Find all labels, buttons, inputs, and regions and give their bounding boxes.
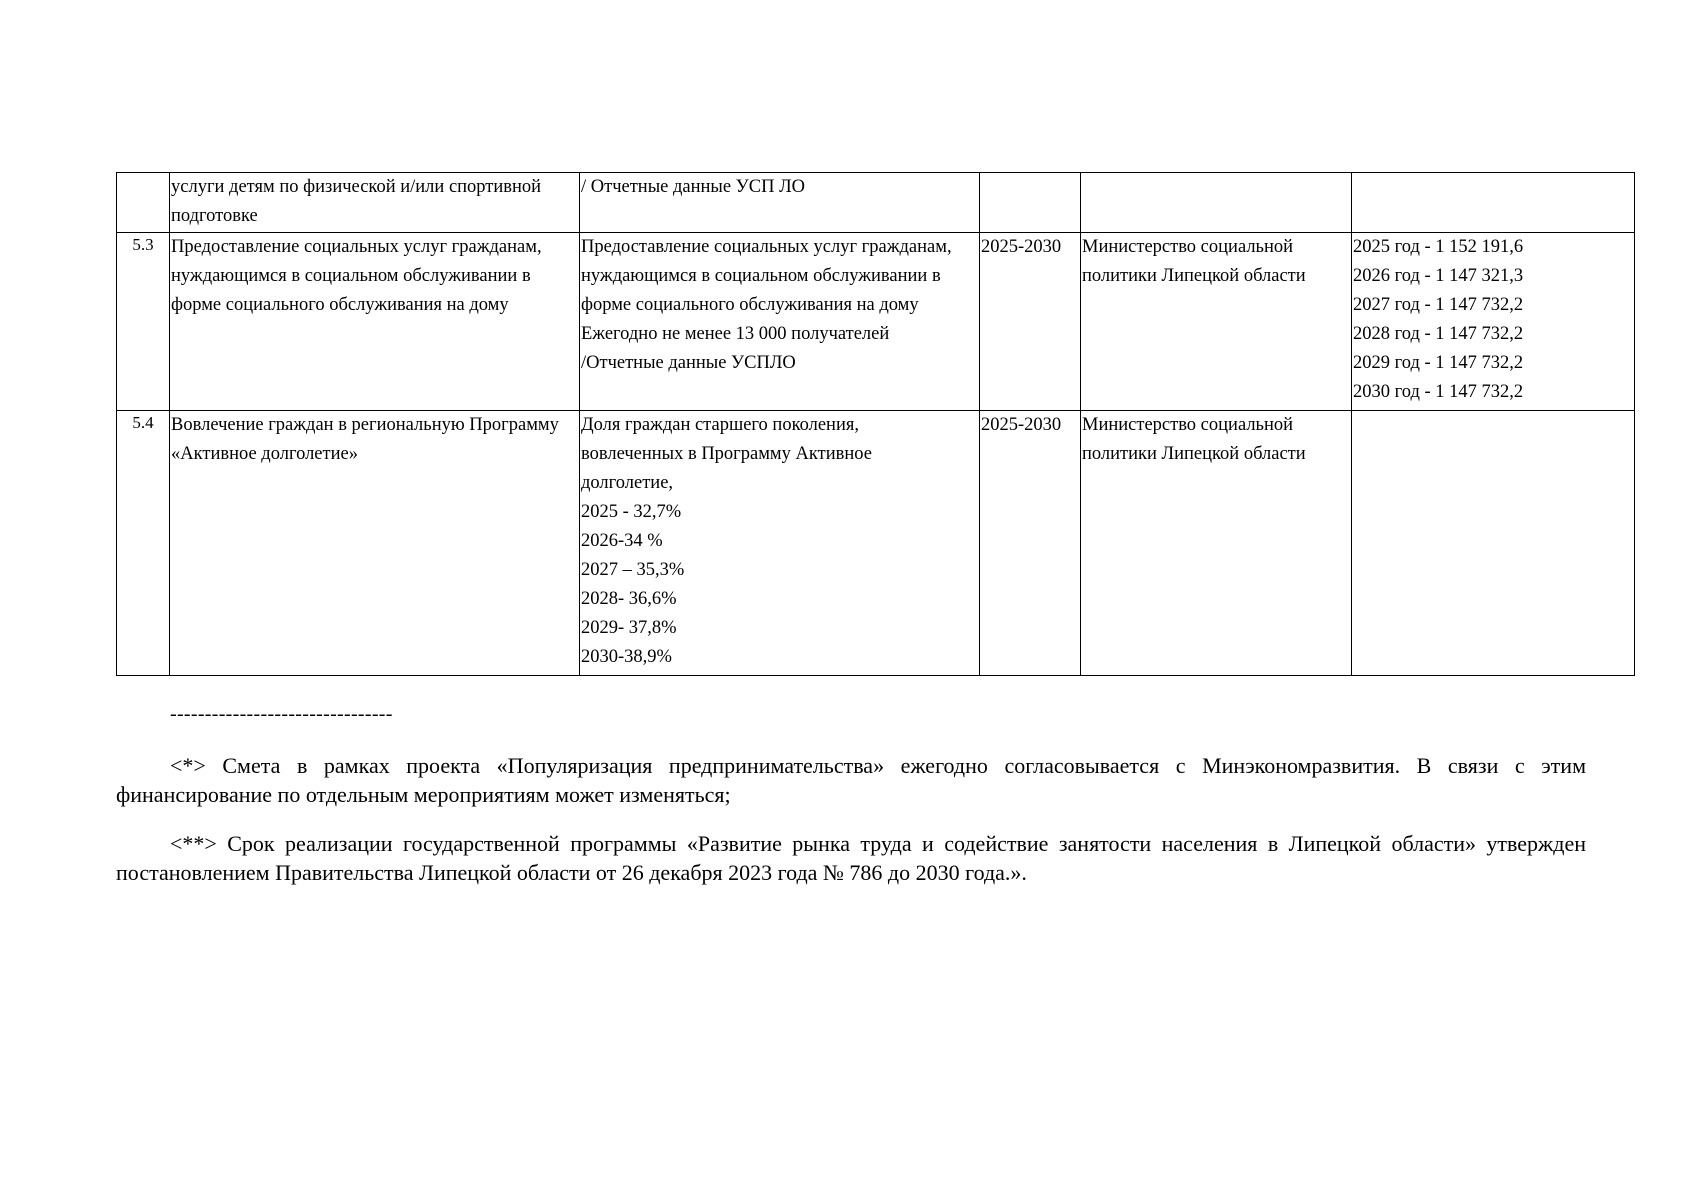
executor-cell: [1081, 233, 1352, 411]
row-number: 5.3: [132, 235, 154, 254]
financing-line: 2027 год - 1 147 732,2: [1353, 295, 1524, 315]
indicator-line: Ежегодно не менее 13 000 получателей: [581, 324, 890, 344]
indicator-line: / Отчетные данные УСП ЛО: [581, 177, 805, 197]
measure-name-line: Вовлечение граждан в региональную Программу: [171, 415, 559, 435]
measure-name-cell: [170, 173, 580, 233]
row-number-cell: [117, 411, 170, 676]
period-value: 2025-2030: [981, 415, 1062, 435]
financing-line: 2030 год - 1 147 732,2: [1353, 382, 1524, 402]
row-number: 5.4: [132, 413, 154, 432]
period-cell: [980, 173, 1081, 233]
indicator-line: Доля граждан старшего поколения,: [581, 415, 859, 435]
measure-name-cell: [170, 233, 580, 411]
executor-line: политики Липецкой области: [1082, 444, 1306, 464]
financing-cell: [1352, 411, 1635, 676]
indicator-line: форме социального обслуживания на дому: [581, 295, 919, 315]
indicator-line: вовлеченных в Программу Активное: [581, 444, 872, 464]
executor-line: политики Липецкой области: [1082, 266, 1306, 286]
table-row: [117, 173, 1635, 233]
indicator-line: 2027 – 35,3%: [581, 560, 685, 580]
executor-cell: [1081, 411, 1352, 676]
period-cell: [980, 233, 1081, 411]
measure-name-line: подготовке: [171, 206, 258, 226]
footnote-separator: --------------------------------: [170, 703, 393, 725]
indicator-cell: [580, 233, 980, 411]
indicator-line: нуждающимся в социальном обслуживании в: [581, 266, 941, 286]
indicator-line: 2026-34 %: [581, 531, 663, 551]
footnote-estimate: <*> Смета в рамках проекта «Популяризация предпринимательства» ежегодно согласовывается с Минэкономразвития. В связи с этим финансирование по отдельным мероприятиям может изменяться;: [116, 753, 1586, 807]
executor-line: Министерство социальной: [1082, 237, 1294, 257]
measure-name-line: «Активное долголетие»: [171, 444, 358, 464]
financing-cell: [1352, 173, 1635, 233]
financing-line: 2029 год - 1 147 732,2: [1353, 353, 1524, 373]
indicator-line: /Отчетные данные УСПЛО: [581, 353, 796, 373]
financing-line: 2025 год - 1 152 191,6: [1353, 237, 1524, 257]
measure-name-cell: [170, 411, 580, 676]
row-number-cell: [117, 173, 170, 233]
financing-line: 2026 год - 1 147 321,3: [1353, 266, 1524, 286]
period-value: 2025-2030: [981, 237, 1062, 257]
indicator-line: Предоставление социальных услуг гражданам,: [581, 237, 952, 257]
indicator-line: 2025 - 32,7%: [581, 502, 682, 522]
program-measures-table: [116, 172, 1635, 676]
measure-name-line: Предоставление социальных услуг гражданам,: [171, 237, 542, 257]
table-row: [117, 411, 1635, 676]
indicator-cell: [580, 411, 980, 676]
indicator-line: долголетие,: [581, 473, 674, 493]
measure-name-line: форме социального обслуживания на дому: [171, 295, 509, 315]
period-cell: [980, 411, 1081, 676]
executor-line: Министерство социальной: [1082, 415, 1294, 435]
executor-cell: [1081, 173, 1352, 233]
indicator-line: 2029- 37,8%: [581, 618, 677, 638]
indicator-line: 2030-38,9%: [581, 647, 672, 667]
measure-name-line: услуги детям по физической и/или спортивной: [171, 177, 542, 197]
row-number-cell: [117, 233, 170, 411]
indicator-line: 2028- 36,6%: [581, 589, 677, 609]
footnote-program-term: <**> Срок реализации государственной программы «Развитие рынка труда и содействие занятости населения в Липецкой области» утвержден постановлением Правительства Липецкой области от 26 декабря 2023 года № 786 до 2030 года.».: [116, 831, 1586, 885]
table-row: [117, 233, 1635, 411]
indicator-cell: [580, 173, 980, 233]
financing-cell: [1352, 233, 1635, 411]
financing-line: 2028 год - 1 147 732,2: [1353, 324, 1524, 344]
measure-name-line: нуждающимся в социальном обслуживании в: [171, 266, 531, 286]
